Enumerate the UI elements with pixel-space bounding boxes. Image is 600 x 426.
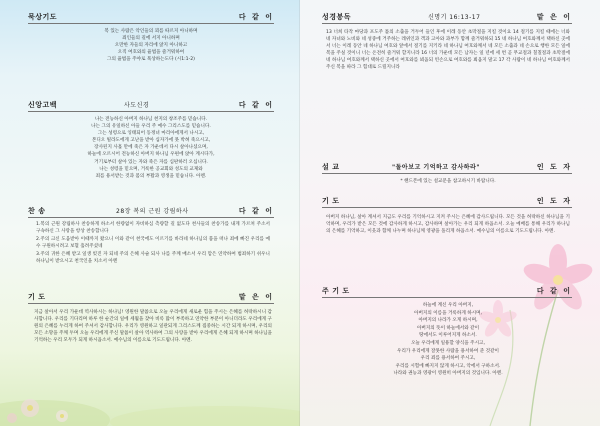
section-title: 기 도 xyxy=(322,197,340,205)
text-line: 오직 여호와의 율법을 즐거워하여 xyxy=(117,50,185,56)
hymn-verse: 3.주의 귀한 은혜 받고 일생 빚진 자 되네 주의 은혜 사슬 되사 나를 주께 매소서 우리 맘은 연약하여 범죄하기 쉬우니 하나님이 받으시고 천국인을 치소서 아멘 xyxy=(36,252,270,264)
text-line: 땅에서도 이루어지게 하소서. xyxy=(419,333,477,339)
header-rule xyxy=(28,217,274,218)
sermon-note: * 핸드폰에 있는 설교문을 참고하시기 바랍니다. xyxy=(400,179,496,184)
section-title: 설 교 xyxy=(322,163,340,171)
section-subtitle: "돌아보고 기억하고 감사하라" xyxy=(392,164,480,171)
section-title: 성경봉독 xyxy=(322,13,352,21)
prayer-text: 지금 살아서 우리 가운데 역사하시는 하나님! 영원한 말씀으로 오늘 우리에게 새로운 힘을 주시는 은혜를 허락하시니 감사합니다. 우리를 기다리며 하루 한 순간의 일에 세월을 찾아 비록 많이 부족하고 연약한 부분이 아니더라도 우리에게 구원의 은혜를 누리게 하여 주셔서 감사합니다. 우리가 영원하고 일관되게 그리스도께 집중하는 시간 되게 하시며, 우리의 모든 소망을 주께 두며 오늘 우리에게 주신 말씀이 살아 역사하여 그의 사랑을 받아 우리에게 은혜 되게 하시며 하나님을 기억하는 우리 모두가 되게 하시옵소서. 예수님의 이름으로 기도드립니다. 아멘. xyxy=(34,310,272,343)
section-role: 맡 은 이 xyxy=(238,293,274,301)
lords-prayer-text xyxy=(326,302,570,378)
section-title: 묵상기도 xyxy=(28,13,58,21)
section-title: 주 기 도 xyxy=(322,287,350,295)
text-line: 우리 죄를 용서하여 주시고, xyxy=(420,356,476,362)
header-rule xyxy=(28,303,274,304)
section-role: 인 도 자 xyxy=(536,197,572,205)
section-title: 신앙고백 xyxy=(28,101,58,109)
prayer-header xyxy=(322,196,572,207)
text-line: 장사된지 사흘 만에 죽은 자 가운데서 다시 살아나셨으며, xyxy=(94,145,208,151)
meditation-text xyxy=(30,28,272,63)
hymn-verse: 2.주의 크신 도움받아 이때까지 왔으니 이와 같이 천국에도 이르기를 바라네 하나님의 품을 떠나 죄에 빠진 우리를 예수 구원하시려고 보혈 흘려주셨네 xyxy=(36,237,270,249)
header-rule xyxy=(28,23,274,24)
header-rule xyxy=(322,23,572,24)
section-title: 찬 송 xyxy=(28,207,46,215)
text-line: 나는 그의 유일하신 아들 우리 주 예수 그리스도를 믿습니다. xyxy=(91,124,211,130)
right-page xyxy=(300,0,600,426)
text-line: 오만한 자들의 자리에 앉지 아니하고 xyxy=(114,43,188,49)
sermon-header xyxy=(322,162,572,173)
header-rule xyxy=(322,297,572,298)
hymn-verse: 1.복의 근원 강림하사 찬송하게 하소서 한량없이 자비하심 측량할 길 없도다 천사들의 찬송가를 내게 가르쳐 주소서 구속하신 그 사랑을 항상 찬송합니다 xyxy=(36,222,270,234)
section-role: 다 같 이 xyxy=(238,207,274,215)
prayer-header xyxy=(28,292,274,303)
scripture-text: 13 너희 타작 마당과 포도주 틀의 소출을 거두어 들인 후에 이레 동안 초막절을 지킬 것이요 14 절기를 지킬 때에는 너와 네 자녀와 노비와 네 성중에 거주하는 레위인과 객과 고아와 과부가 함께 즐거워하되 15 네 하나님 여호와께서 택하신 곳에서 너는 이레 동안 네 하나님 여호와 앞에서 절기를 지키라 네 하나님 여호와께서 네 모든 소출과 네 손으로 행한 모든 일에 복을 주실 것이니 너는 온전히 즐거워 할지니라 16 너의 가운데 모든 남자는 일 년에 세 번 곧 무교절과 칠칠절과 초막절에 네 하나님 여호와께서 택하신 곳에서 여호와를 뵈옵되 빈손으로 여호와를 뵈옵지 말고 17 각 사람이 네 하나님 여호와께서 주신 복을 따라 그 힘대로 드릴지니라 xyxy=(326,30,570,71)
text-line: 아버지의 뜻이 하늘에서와 같이 xyxy=(416,325,480,331)
section-role: 다 같 이 xyxy=(238,13,274,21)
section-subtitle: 사도신경 xyxy=(124,102,150,109)
meditation-header xyxy=(28,12,274,23)
text-line: 그의 율법을 주야로 묵상하는도다 (시1:1-2) xyxy=(107,57,195,63)
leader-prayer-text: 아버지 하나님, 살아 계셔서 지금도 우리를 기억하시고 지켜 주시는 은혜에 감사드립니다. 모든 것을 허락하신 하나님을 기억하며, 우리가 받은 모든 것에 감사하게 하시고, 감사하며 살아가는 우리 되게 하옵소서. 오늘 예배를 통해 우리가 하나님의 은혜를 기억하고, 이웃과 함께 나누며 하나님께 영광을 돌리게 하옵소서. 예수님의 이름으로 기도드립니다. 아멘. xyxy=(326,215,570,234)
text-line: 거기로부터 살아 있는 자와 죽은 자를 심판하러 오십니다. xyxy=(94,159,208,165)
text-line: 본디오 빌라도에게 고난을 받아 십자가에 못 박혀 죽으시고, xyxy=(91,138,211,144)
hymn-text xyxy=(36,222,270,268)
scripture-header xyxy=(322,12,572,23)
text-line: 하늘에 오르시어 전능하신 아버지 하나님 우편에 앉아 계시다가, xyxy=(87,152,215,158)
text-line: 우리가 우리에게 잘못한 사람을 용서하여 준 것같이 xyxy=(397,348,499,354)
lords-prayer-header xyxy=(322,286,572,297)
text-line: 죄를 용서받는 것과 몸의 부활과 영생을 믿습니다. 아멘. xyxy=(95,173,207,179)
section-role: 인 도 자 xyxy=(536,163,572,171)
creed-header xyxy=(28,100,274,111)
header-rule xyxy=(28,111,274,112)
text-line: 그는 성령으로 잉태되어 동정녀 마리아에게서 나시고, xyxy=(97,131,205,137)
text-line: 나는 전능하신 아버지 하나님 천지의 창조주를 믿습니다. xyxy=(94,117,208,122)
section-role: 다 같 이 xyxy=(238,101,274,109)
text-line: 아버지의 이름을 거룩하게 하시며, xyxy=(414,310,482,316)
header-rule xyxy=(322,173,572,174)
text-line: 죄인들의 길에 서지 아니하며 xyxy=(122,36,180,42)
text-line: 오늘 우리에게 일용할 양식을 주시고, xyxy=(411,340,485,346)
section-subtitle: 신명기 16:13-17 xyxy=(428,14,481,21)
section-title: 기 도 xyxy=(28,293,46,301)
text-line: 나는 성령을 믿으며, 거룩한 공교회와 성도의 교제와 xyxy=(99,166,203,172)
text-line: 나라와 권능과 영광이 영원히 아버지의 것입니다. 아멘. xyxy=(393,371,503,377)
header-rule xyxy=(322,207,572,208)
creed-text xyxy=(30,116,272,180)
hymn-header xyxy=(28,206,274,217)
section-role: 맡 은 이 xyxy=(536,13,572,21)
section-role: 다 같 이 xyxy=(536,287,572,295)
text-line: 하늘에 계신 우리 아버지, xyxy=(422,303,474,308)
text-line: 우리를 시험에 빠지지 않게 하시고, 악에서 구하소서. xyxy=(395,363,501,369)
text-line: 아버지의 나라가 오게 하시며, xyxy=(418,318,478,324)
section-subtitle: 28장 복의 근원 강림하사 xyxy=(116,208,189,215)
flower-decoration xyxy=(0,330,300,426)
text-line: 복 있는 사람은 악인들의 꾀를 따르지 아니하며 xyxy=(104,29,198,34)
